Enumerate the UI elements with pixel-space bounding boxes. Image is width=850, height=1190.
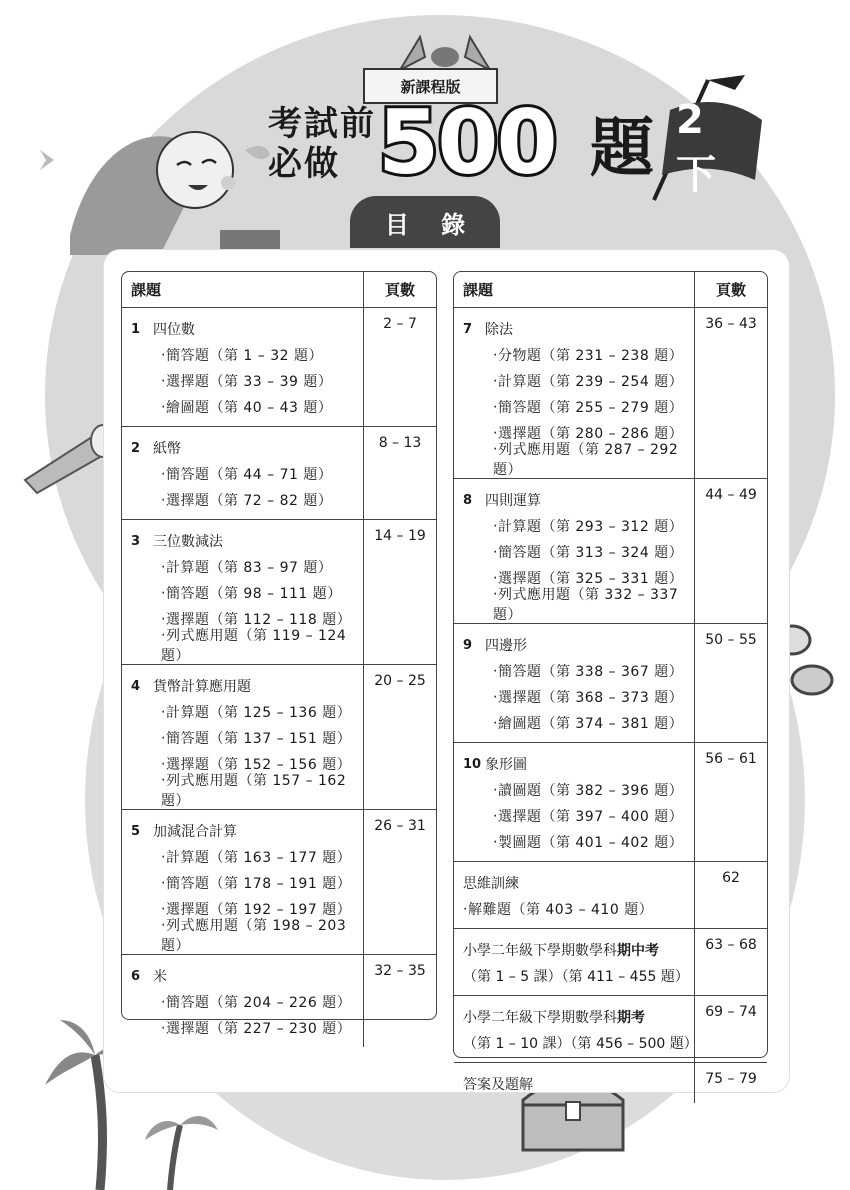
- table-row: [454, 743, 767, 862]
- section-pages: 62: [722, 870, 740, 886]
- chapter-pages: 44 – 49: [705, 487, 757, 503]
- exam-title: [463, 1004, 694, 1030]
- table-row: [454, 929, 767, 996]
- header-pages: 頁數: [384, 281, 415, 299]
- toc-title: 目 錄: [350, 196, 500, 248]
- chapter-item: ‧選擇題（第 280 – 286 題）: [493, 426, 684, 442]
- title-line2: 必做: [268, 144, 340, 184]
- chapter-item: ‧計算題（第 293 – 312 題）: [493, 519, 684, 535]
- chapter-pages: 14 – 19: [374, 528, 426, 544]
- table-header: [454, 272, 767, 308]
- chapter-title: 三位數減法: [153, 534, 223, 550]
- exam-title-bold: 期中考: [617, 943, 659, 959]
- chapter-title: 象形圖: [485, 757, 527, 773]
- chapter-item: ‧計算題（第 125 – 136 題）: [161, 705, 352, 721]
- chapter-number: 5: [131, 823, 141, 839]
- table-row: [122, 665, 436, 810]
- exam-pages: 69 – 74: [705, 1004, 757, 1020]
- chapter-number: 6: [131, 968, 141, 984]
- chapter-pages: 26 – 31: [374, 818, 426, 834]
- chapter-pages: 20 – 25: [374, 673, 426, 689]
- chapter-item: ‧列式應用題（第 332 – 337 題）: [493, 587, 679, 623]
- exam-detail: （第 1 – 5 課）（第 411 – 455 題）: [463, 969, 689, 985]
- chapter-number: 10: [463, 756, 482, 772]
- exam-detail: （第 1 – 10 課）（第 456 – 500 題）: [463, 1036, 698, 1052]
- section-item: ‧解難題（第 403 – 410 題）: [463, 902, 654, 918]
- chapter-item: ‧簡答題（第 255 – 279 題）: [493, 400, 684, 416]
- chapter-item: ‧簡答題（第 178 – 191 題）: [161, 876, 352, 892]
- title-line1: 考試前: [268, 104, 376, 144]
- grade-badge: [676, 122, 742, 174]
- chapter-item: ‧簡答題（第 204 – 226 題）: [161, 995, 352, 1011]
- chapter-pages: 32 – 35: [374, 963, 426, 979]
- table-row: [122, 520, 436, 665]
- header-pages: 頁數: [715, 281, 746, 299]
- table-row: [454, 624, 767, 743]
- chapter-pages: 8 – 13: [378, 435, 422, 451]
- chapter-number: 1: [131, 321, 141, 337]
- chapter-item: ‧列式應用題（第 287 – 292 題）: [493, 442, 679, 478]
- chapter-item: ‧選擇題（第 192 – 197 題）: [161, 902, 352, 918]
- chapter-title: 紙幣: [153, 441, 181, 457]
- exam-title: [463, 937, 694, 963]
- chapter-title: 貨幣計算應用題: [153, 679, 251, 695]
- chapter-item: ‧分物題（第 231 – 238 題）: [493, 348, 684, 364]
- exam-title-prefix: 小學二年級下學期數學科: [463, 1010, 617, 1026]
- answers-pages: 75 – 79: [705, 1071, 757, 1087]
- chapter-item: ‧列式應用題（第 157 – 162 題）: [161, 773, 347, 809]
- chapter-item: ‧選擇題（第 227 – 230 題）: [161, 1021, 352, 1037]
- sword-emblem-icon: [395, 32, 495, 72]
- answers-title: 答案及題解: [463, 1077, 533, 1093]
- table-row: [122, 427, 436, 520]
- table-row: [454, 479, 767, 624]
- chapter-pages: 2 – 7: [383, 316, 417, 332]
- chapter-item: ‧計算題（第 163 – 177 題）: [161, 850, 352, 866]
- chapter-item: ‧選擇題（第 72 – 82 題）: [161, 493, 333, 509]
- table-row: [454, 862, 767, 929]
- table-row: [122, 955, 436, 1047]
- table-row: [122, 810, 436, 955]
- title-suffix: 題: [590, 112, 654, 186]
- chapter-title: 四則運算: [485, 493, 541, 509]
- chapter-title: 加減混合計算: [153, 824, 237, 840]
- exam-title-prefix: 小學二年級下學期數學科: [463, 943, 617, 959]
- header-topic: 課題: [122, 272, 364, 307]
- chapter-item: ‧簡答題（第 137 – 151 題）: [161, 731, 352, 747]
- chapter-item: ‧繪圖題（第 40 – 43 題）: [161, 400, 333, 416]
- chapter-item: ‧簡答題（第 44 – 71 題）: [161, 467, 333, 483]
- chapter-item: ‧選擇題（第 152 – 156 題）: [161, 757, 352, 773]
- edition-badge: 新課程版: [363, 68, 498, 104]
- chapter-item: ‧讀圖題（第 382 – 396 題）: [493, 783, 684, 799]
- exam-title-bold: 期考: [617, 1010, 645, 1026]
- chapter-item: ‧製圖題（第 401 – 402 題）: [493, 835, 684, 851]
- chapter-item: ‧選擇題（第 325 – 331 題）: [493, 571, 684, 587]
- table-row: [454, 1063, 767, 1103]
- chapter-number: 3: [131, 533, 141, 549]
- chapter-title: 四邊形: [485, 638, 527, 654]
- exam-pages: 63 – 68: [705, 937, 757, 953]
- chapter-number: 8: [463, 492, 473, 508]
- chapter-item: ‧簡答題（第 98 – 111 題）: [161, 586, 342, 602]
- chapter-item: ‧繪圖題（第 374 – 381 題）: [493, 716, 684, 732]
- table-row: [454, 996, 767, 1063]
- mermaid-illustration: [30, 95, 280, 255]
- title-number: 500: [378, 91, 556, 194]
- toc-table-left: [121, 271, 437, 1037]
- chapter-item: ‧列式應用題（第 119 – 124 題）: [161, 628, 347, 664]
- table-header: [122, 272, 436, 308]
- table-row: [454, 308, 767, 479]
- chapter-item: ‧簡答題（第 338 – 367 題）: [493, 664, 684, 680]
- chapter-item: ‧計算題（第 239 – 254 題）: [493, 374, 684, 390]
- chapter-item: ‧簡答題（第 313 – 324 題）: [493, 545, 684, 561]
- chapter-item: ‧簡答題（第 1 – 32 題）: [161, 348, 323, 364]
- chapter-number: 2: [131, 440, 141, 456]
- header-topic: 課題: [454, 272, 695, 307]
- chapter-pages: 36 – 43: [705, 316, 757, 332]
- chapter-pages: 50 – 55: [705, 632, 757, 648]
- chapter-title: 除法: [485, 322, 513, 338]
- toc-table-right: [453, 271, 768, 1093]
- chapter-number: 7: [463, 321, 473, 337]
- chapter-item: ‧選擇題（第 368 – 373 題）: [493, 690, 684, 706]
- chapter-item: ‧列式應用題（第 198 – 203 題）: [161, 918, 347, 954]
- chapter-number: 9: [463, 637, 473, 653]
- chapter-item: ‧選擇題（第 397 – 400 題）: [493, 809, 684, 825]
- chapter-title: 米: [153, 969, 167, 985]
- chapter-item: ‧選擇題（第 33 – 39 題）: [161, 374, 333, 390]
- chapter-pages: 56 – 61: [705, 751, 757, 767]
- section-title: 思維訓練: [463, 876, 519, 892]
- chapter-number: 4: [131, 678, 141, 694]
- chapter-item: ‧選擇題（第 112 – 118 題）: [161, 612, 352, 628]
- table-row: [122, 308, 436, 427]
- chapter-title: 四位數: [153, 322, 195, 338]
- chapter-item: ‧計算題（第 83 – 97 題）: [161, 560, 333, 576]
